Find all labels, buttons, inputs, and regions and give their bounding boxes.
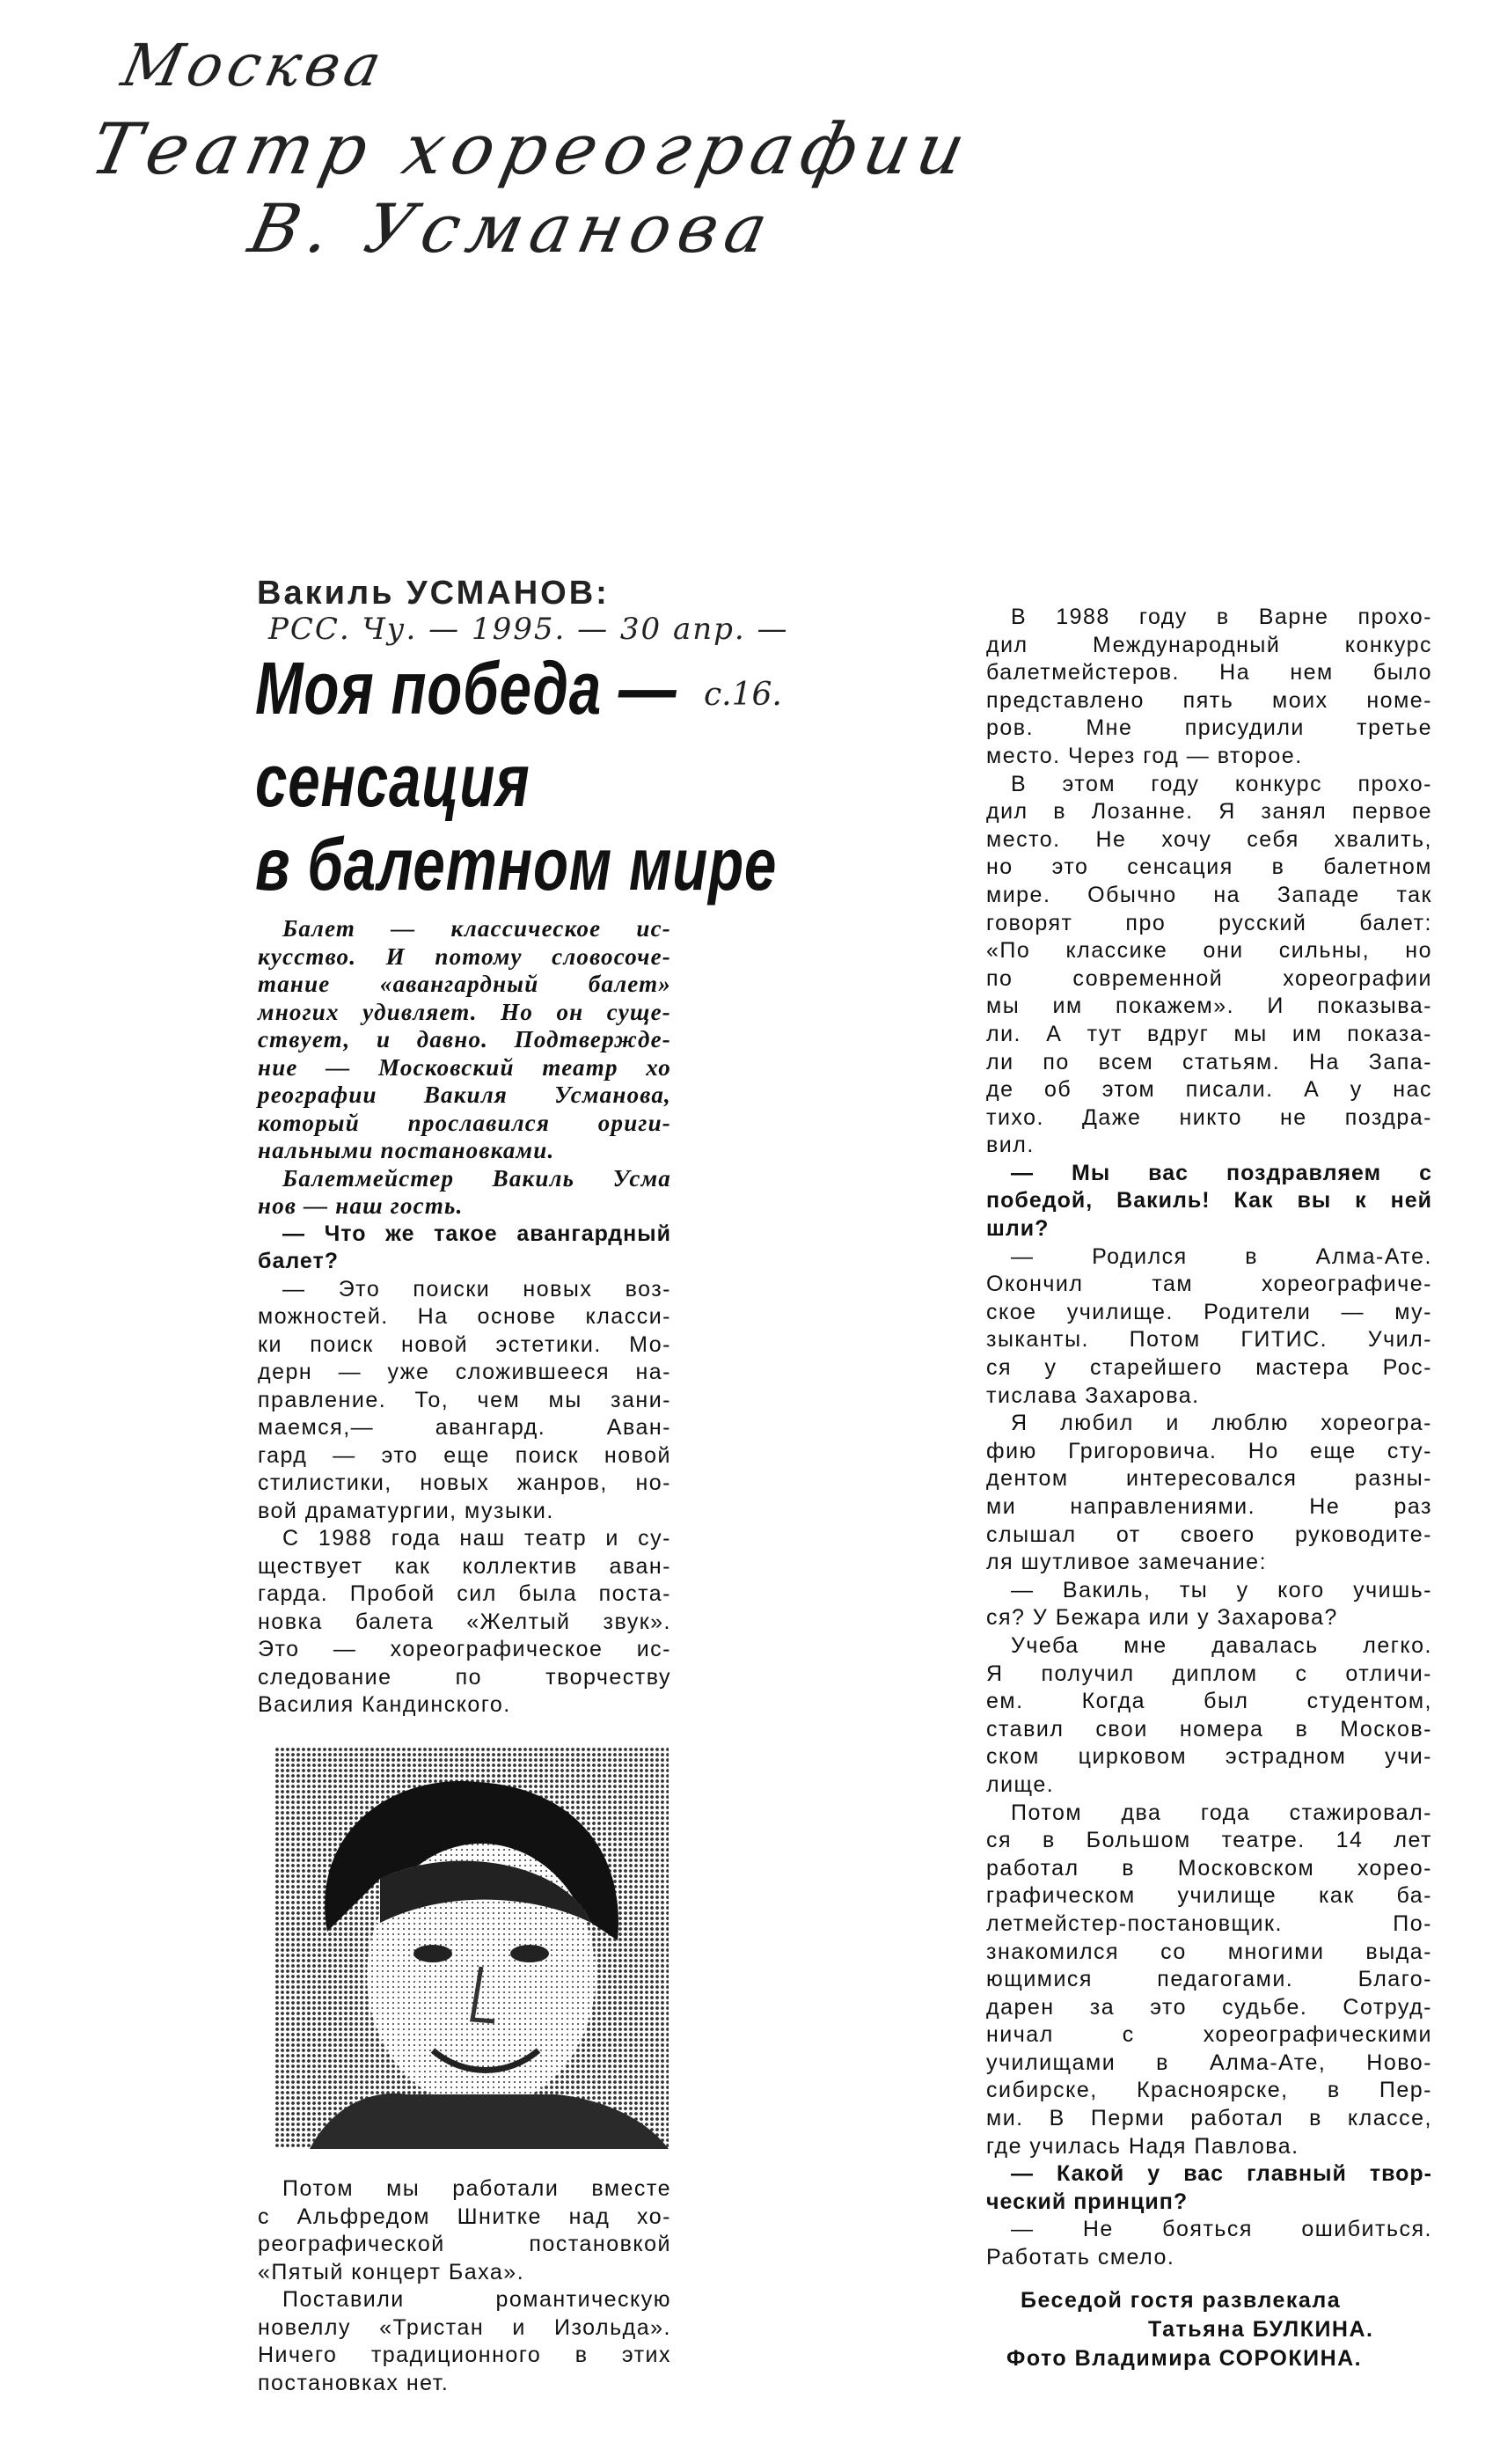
text-line: ся? У Бежара или у Захарова? [986,1605,1338,1631]
text-line: Это — хореографическое ис- [258,1637,671,1661]
text-line: ля шутливое замечание: [986,1550,1268,1575]
text-line: ничал с хореографическими [986,2022,1432,2048]
interviewer-line: Беседой гостя развлекала [1021,2288,1342,2313]
text-line: дерн — уже сложившееся на- [258,1360,671,1384]
text-line: тихо. Даже никто не поздра- [986,1104,1432,1130]
text-line: Окончил там хореографиче- [986,1272,1432,1297]
photo-credit: Фото Владимира СОРОКИНА. [1006,2346,1363,2371]
article-credits [994,2286,1452,2373]
text-line: реографической постановкой [258,2232,671,2256]
text-line: ском цирковом эстрадном учи- [986,1744,1432,1770]
text-line: постановках нет. [258,2370,450,2395]
paragraph [258,1221,671,1276]
paragraph [258,2286,671,2397]
handwritten-source-note: РСС. Чу. — 1995. — 30 апр. — [268,612,789,647]
text-line: Василия Кандинского. [258,1692,511,1717]
text-line: ществует как коллектив аван- [258,1553,671,1579]
text-line: тислава Захарова. [986,1382,1200,1408]
headline-line-1: Моя победа — [255,647,677,730]
text-line: говорят про русский балет: [986,910,1432,935]
paragraph [986,1577,1432,1632]
text-line: Балетмейстер Вакиль Усма [282,1164,671,1192]
paragraph [258,1525,671,1720]
text-line: ми направлениями. Не раз [986,1494,1432,1519]
handwritten-page-note: с.16. [704,677,782,713]
headline-line-3: в балетном мире [255,823,778,906]
text-line: С 1988 года наш театр и су- [282,1526,671,1551]
paragraph [986,1632,1432,1800]
text-line: — Родился в Алма-Ате. [1011,1243,1432,1269]
text-line: нов — наш гость. [258,1192,464,1219]
text-line: ми. В Перми работал в классе, [986,2106,1432,2131]
text-line: графическом училище как ба- [986,1883,1432,1909]
text-line: лище. [986,1771,1055,1797]
paragraph [986,1160,1432,1243]
text-line: место. Через год — второе. [986,743,1303,768]
text-line: новеллу «Тристан и Изольда». [258,2314,671,2340]
text-line: с Альфредом Шнитке над хо- [258,2204,671,2229]
interviewer-name: Татьяна БУЛКИНА. [1148,2317,1374,2342]
text-line: В 1988 году в Варне прохо- [1011,605,1432,629]
paragraph [986,771,1432,1160]
text-line: дарен за это судьбе. Сотруд- [986,1994,1432,2020]
text-line: ки поиск новой эстетики. Мо- [258,1331,671,1357]
text-line: шли? [986,1216,1050,1242]
portrait-photo [274,1747,669,2149]
text-line: гард — это еще поиск новой [258,1442,671,1468]
text-line: гарда. Пробой сил была поста- [258,1581,671,1606]
text-line: В этом году конкурс прохо- [1011,771,1432,796]
paragraph [986,604,1432,771]
text-line: реографии Вакиля Усманова, [258,1082,671,1108]
text-line: ем. Когда был студентом, [986,1689,1432,1714]
text-line: кусство. И потому словосоче- [258,942,671,970]
text-line: ся в Большом театре. 14 лет [986,1828,1432,1853]
paragraph [258,1165,671,1221]
text-line: нальными постановками. [258,1137,555,1163]
text-line: дил Международный конкурс [986,632,1432,657]
handwritten-theatre: Театр хореографии [84,108,980,190]
text-line: победой, Вакиль! Как вы к ней [986,1188,1432,1214]
text-line: Поставили романтическую [282,2287,671,2312]
paragraph [986,2216,1432,2271]
article-kicker: Вакиль УСМАНОВ: [257,575,610,612]
text-line: — Что же такое авангардный [282,1221,671,1246]
text-line: ров. Мне присудили третье [986,715,1432,741]
text-line: Я получил диплом с отличи- [986,1661,1432,1686]
text-line: представлено пять моих номе- [986,687,1432,713]
text-line: ся у старейшего мастера Рос- [986,1355,1432,1381]
text-line: — Это поиски новых воз- [282,1276,671,1302]
text-line: Потом мы работали вместе [282,2176,671,2201]
text-line: училищами в Алма-Ате, Ново- [986,2050,1432,2075]
text-line: тание «авангардный балет» [258,971,671,997]
text-line: летмейстер-постановщик. По- [986,1910,1432,1936]
paragraph [986,1800,1432,2161]
text-line: ствует, и давно. Подтвержде- [258,1026,671,1052]
text-line: — Не бояться ошибиться. [1011,2217,1432,2242]
text-line: ское училище. Родители — му- [986,1299,1432,1324]
text-line: Я любил и люблю хореогра- [1011,1411,1432,1436]
text-line: работал в Московском хорео- [986,1855,1432,1881]
text-line: где училась Надя Павлова. [986,2133,1299,2159]
photo-caption-text [258,2175,671,2397]
text-line: мы им покажем». И показыва- [986,994,1432,1019]
handwritten-name: В. Усманова [242,189,782,268]
text-line: можностей. На основе класси- [258,1304,671,1329]
text-line: стилистики, новых жанров, но- [258,1470,671,1495]
paragraph [258,2175,671,2286]
text-line: новка балета «Желтый звук». [258,1609,671,1634]
text-line: маемся,— авангард. Аван- [258,1415,671,1440]
text-line: ющимися педагогами. Благо- [986,1967,1432,1992]
text-line: который прославился ориги- [258,1109,671,1136]
text-line: следование по творчеству [258,1664,671,1690]
text-line: ческий принцип? [986,2189,1189,2214]
text-line: фию Григоровича. Но еще сту- [986,1438,1432,1463]
text-line: ли. А тут вдруг мы им показа- [986,1021,1432,1046]
paragraph [258,915,671,1165]
text-line: «По классике они сильны, но [986,938,1432,964]
text-line: но это сенсация в балетном [986,854,1432,880]
text-line: многих удивляет. Но он суще- [258,998,671,1025]
text-line: ли по всем статьям. На Запа- [986,1049,1432,1074]
text-line: ние — Московский театр хо [258,1053,671,1081]
text-line: — Какой у вас главный твор- [1011,2161,1432,2187]
text-line: зыканты. Потом ГИТИС. Учил- [986,1327,1432,1353]
text-line: дил в Лозанне. Я занял первое [986,799,1432,825]
text-line: Работать смело. [986,2245,1175,2270]
paragraph [986,1410,1432,1577]
text-line: Учеба мне давалась легко. [1011,1632,1432,1658]
article-right-column [986,604,1432,2272]
text-line: «Пятый концерт Баха». [258,2259,525,2284]
text-line: балетмейстеров. На нем было [986,660,1432,686]
text-line: дентом интересовался разны- [986,1466,1432,1492]
text-line: Потом два года стажировал- [1011,1800,1432,1825]
text-line: ставил свои номера в Москов- [986,1716,1432,1742]
text-line: вой драматургии, музыки. [258,1498,554,1523]
paragraph [986,2160,1432,2216]
text-line: балет? [258,1249,339,1273]
article-left-column [258,915,671,1720]
handwritten-city: Москва [115,32,392,99]
text-line: место. Не хочу себя хвалить, [986,826,1432,852]
text-line: знакомился со многими выда- [986,1939,1432,1964]
text-line: де об этом писали. А у нас [986,1077,1432,1103]
text-line: слышал от своего руководите- [986,1522,1432,1547]
text-line: — Мы вас поздравляем с [1011,1160,1432,1185]
paragraph [258,1276,671,1526]
paragraph [986,1243,1432,1411]
text-line: вил. [986,1133,1035,1158]
text-line: по современной хореографии [986,965,1432,991]
text-line: Ничего традиционного в этих [258,2343,671,2367]
text-line: Балет — классическое ис- [282,915,671,942]
text-line: правление. То, чем мы зани- [258,1387,671,1412]
text-line: мире. Обычно на Западе так [986,882,1432,907]
text-line: — Вакиль, ты у кого учишь- [1011,1577,1432,1602]
headline-line-2: сенсация [255,739,530,822]
text-line: сибирске, Красноярске, в Пер- [986,2078,1432,2103]
